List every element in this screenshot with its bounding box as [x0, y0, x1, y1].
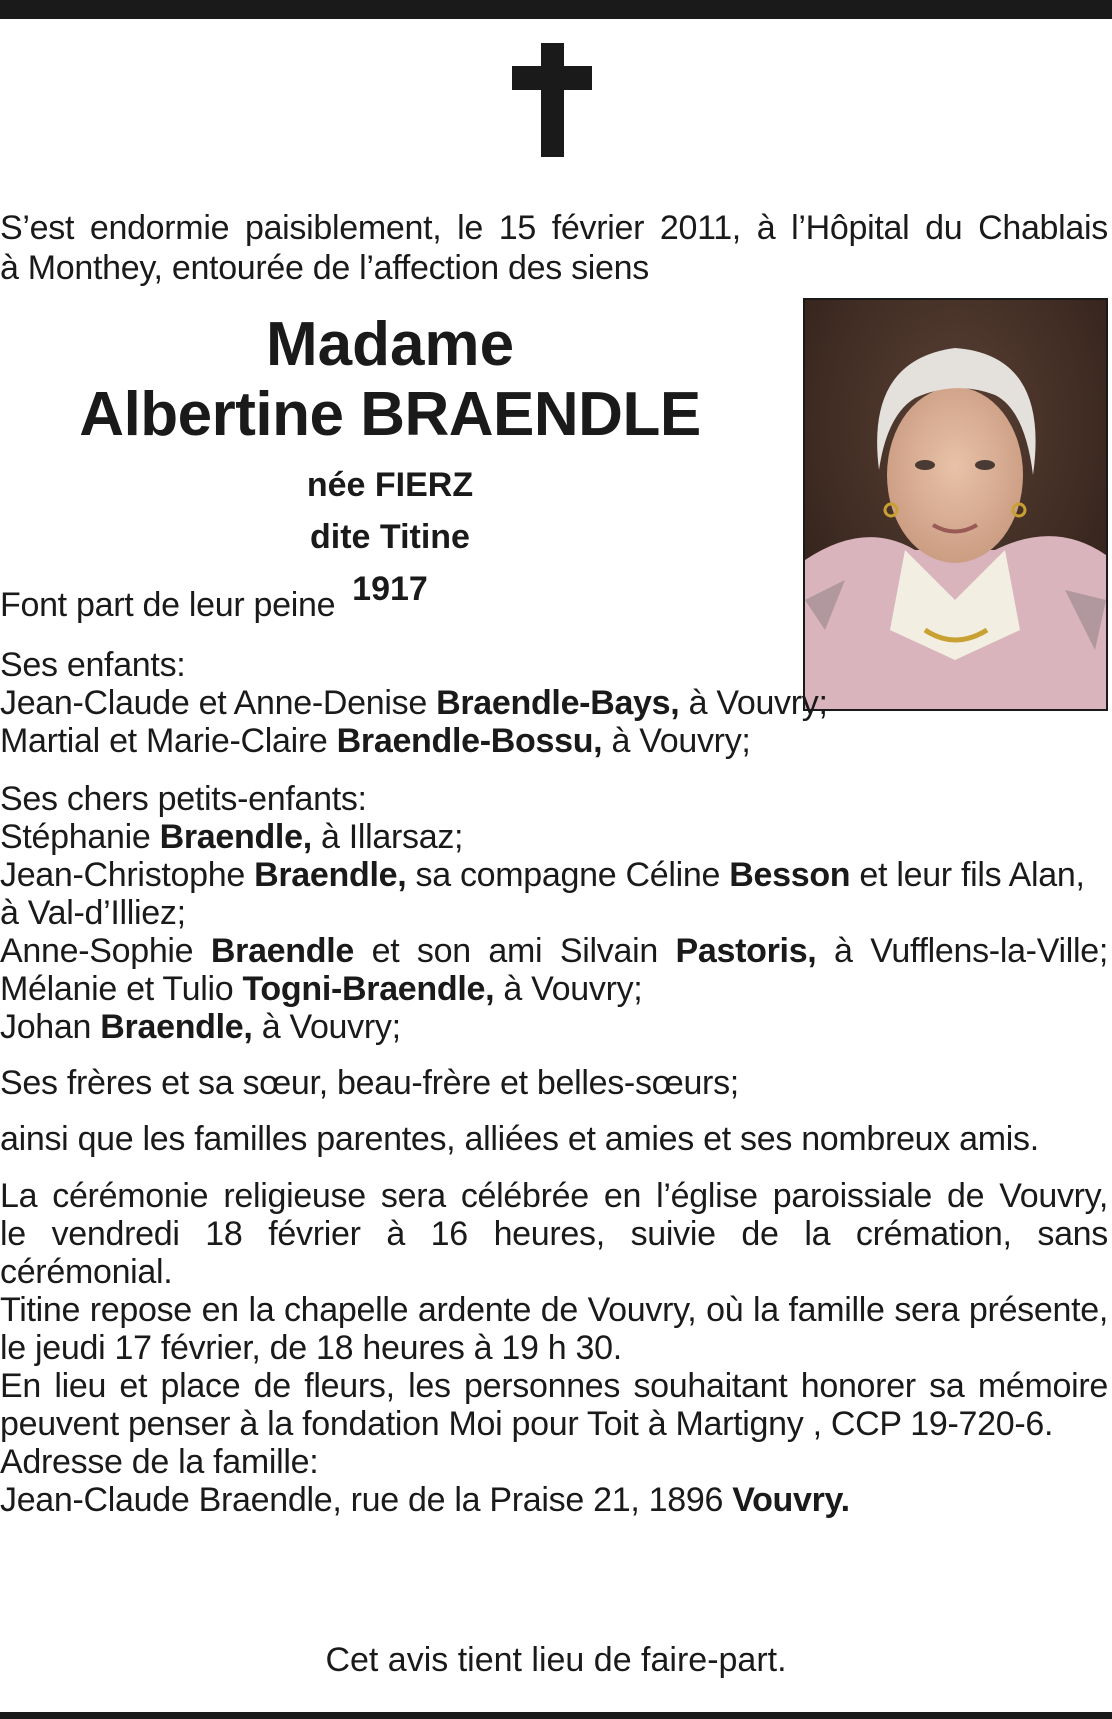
grandchild-row-1: Stéphanie Braendle, à Illarsaz; — [0, 818, 464, 856]
intro-line-1: S’est endormie paisiblement, le 15 février 2011, à l’Hôpital du Chablais — [0, 209, 1108, 247]
grandchild-row-5: Johan Braendle, à Vouvry; — [0, 1008, 401, 1046]
intro-line-2: à Monthey, entourée de l’affection des siens — [0, 249, 649, 287]
cross-icon — [512, 43, 592, 157]
ceremony-line-3: cérémonial. — [0, 1253, 173, 1291]
siblings-line: Ses frères et sa sœur, beau-frère et belles-sœurs; — [0, 1064, 739, 1102]
birth-year: 1917 — [352, 570, 428, 608]
donation-line-2: peuvent penser à la fondation Moi pour Toit à Martigny , CCP 19-720-6. — [0, 1405, 1054, 1443]
children-row-1: Jean-Claude et Anne-Denise Braendle-Bays, à Vouvry; — [0, 684, 828, 722]
grandchild-row-3: Anne-Sophie Braendle et son ami Silvain Pastoris, à Vufflens-la-Ville; — [0, 932, 1108, 970]
maiden-name: née FIERZ — [306, 466, 474, 504]
grandchild-row-4: Mélanie et Tulio Togni-Braendle, à Vouvry; — [0, 970, 643, 1008]
ceremony-line-1: La cérémonie religieuse sera célébrée en l’église paroissiale de Vouvry, — [0, 1177, 1108, 1215]
children-row-2: Martial et Marie-Claire Braendle-Bossu, à Vouvry; — [0, 722, 751, 760]
grandchild-row-2b: à Val-d’Illiez; — [0, 894, 186, 932]
deceased-title: Madame — [265, 310, 515, 379]
children-heading: Ses enfants: — [0, 646, 186, 684]
donation-line-1: En lieu et place de fleurs, les personnes souhaitant honorer sa mémoire — [0, 1367, 1108, 1405]
ceremony-line-2: le vendredi 18 février à 16 heures, suivie de la crémation, sans — [0, 1215, 1108, 1253]
address-heading: Adresse de la famille: — [0, 1443, 319, 1481]
bottom-rule — [0, 1712, 1112, 1719]
visit-line-2: le jeudi 17 février, de 18 heures à 19 h 30. — [0, 1329, 622, 1367]
nickname: dite Titine — [310, 518, 470, 556]
portrait-photo — [803, 298, 1108, 711]
families-line: ainsi que les familles parentes, alliées et amies et ses nombreux amis. — [0, 1120, 1039, 1158]
grandchildren-heading: Ses chers petits-enfants: — [0, 780, 367, 818]
top-rule — [0, 0, 1112, 19]
grandchild-row-2: Jean-Christophe Braendle, sa compagne Céline Besson et leur fils Alan, — [0, 856, 1085, 894]
footer-note: Cet avis tient lieu de faire-part. — [325, 1641, 787, 1679]
deceased-name: Albertine BRAENDLE — [79, 380, 701, 449]
visit-line-1: Titine repose en la chapelle ardente de Vouvry, où la famille sera présente, — [0, 1291, 1108, 1329]
share-line: Font part de leur peine — [0, 586, 336, 624]
address-line: Jean-Claude Braendle, rue de la Praise 21, 1896 Vouvry. — [0, 1481, 850, 1519]
